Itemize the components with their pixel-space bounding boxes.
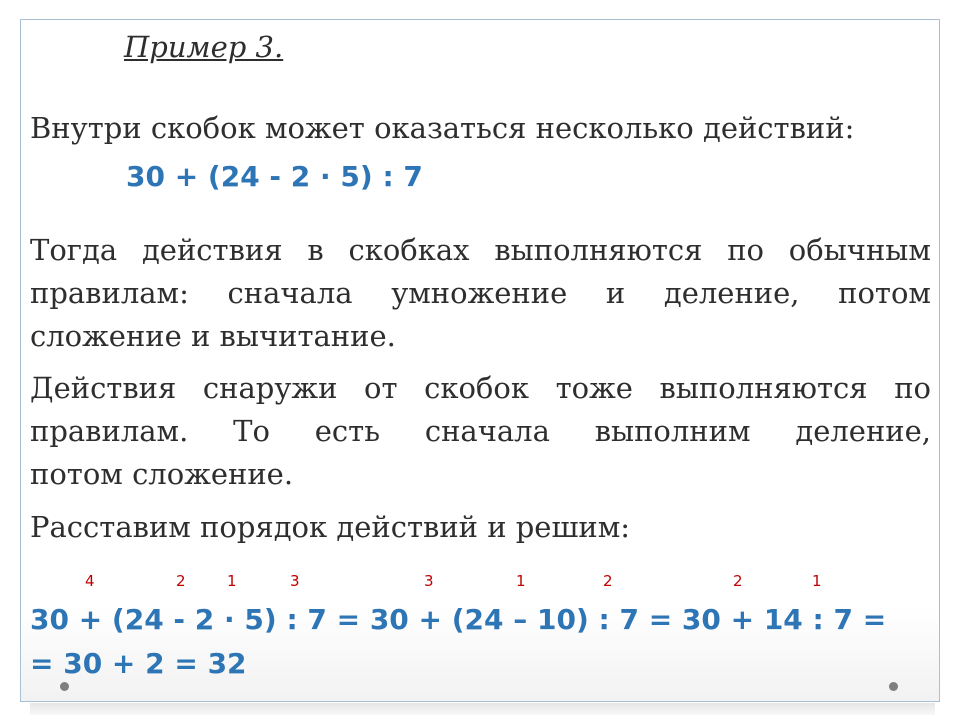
solution-line-1: 30 + (24 - 2 · 5) : 7 = 30 + (24 – 10) : 7 = 30 + 14 : 7 = (30, 603, 887, 636)
word: скобок (424, 371, 529, 405)
word: деление, (795, 414, 931, 448)
order-number: 1 (227, 572, 237, 590)
para1-line3: сложение и вычитание. (30, 319, 396, 353)
word: Тогда (30, 233, 118, 267)
word: сначала (424, 414, 550, 448)
order-number: 2 (176, 572, 186, 590)
word: правилам. (30, 414, 189, 448)
order-number: 1 (812, 572, 822, 590)
word: от (364, 371, 398, 405)
word: умножение (391, 276, 568, 310)
word: правилам: (30, 276, 189, 310)
word: выполняются (494, 233, 703, 267)
slide-shadow (30, 703, 935, 715)
para1-line1 (30, 229, 931, 272)
slide-title: Пример 3. (124, 30, 284, 64)
para2-line3: потом сложение. (30, 457, 294, 491)
word: выполняются (659, 371, 868, 405)
order-number: 4 (85, 572, 95, 590)
corner-dot-left (60, 682, 69, 691)
para2-line1 (30, 367, 931, 410)
word: по (727, 233, 764, 267)
word: То (233, 414, 270, 448)
word: обычным (788, 233, 931, 267)
word: скобках (348, 233, 470, 267)
word: выполним (594, 414, 751, 448)
word: потом (838, 276, 931, 310)
order-number: 1 (516, 572, 526, 590)
order-number: 2 (733, 572, 743, 590)
order-number: 3 (290, 572, 300, 590)
word: в (307, 233, 324, 267)
para2-line2 (30, 410, 931, 453)
word: сначала (227, 276, 353, 310)
word: снаружи (202, 371, 338, 405)
word: и (605, 276, 626, 310)
solution-line-2: = 30 + 2 = 32 (30, 647, 247, 680)
example-expression: 30 + (24 - 2 · 5) : 7 (126, 160, 423, 193)
word: тоже (555, 371, 633, 405)
word: по (894, 371, 931, 405)
intro-text: Внутри скобок может оказаться несколько действий: (30, 111, 855, 145)
para3-text: Расставим порядок действий и решим: (30, 510, 631, 544)
word: деление, (663, 276, 800, 310)
para1-line2 (30, 272, 931, 315)
word: действия (141, 233, 283, 267)
order-number: 3 (424, 572, 434, 590)
order-number: 2 (603, 572, 613, 590)
word: есть (314, 414, 381, 448)
corner-dot-right (889, 682, 898, 691)
word: Действия (30, 371, 177, 405)
